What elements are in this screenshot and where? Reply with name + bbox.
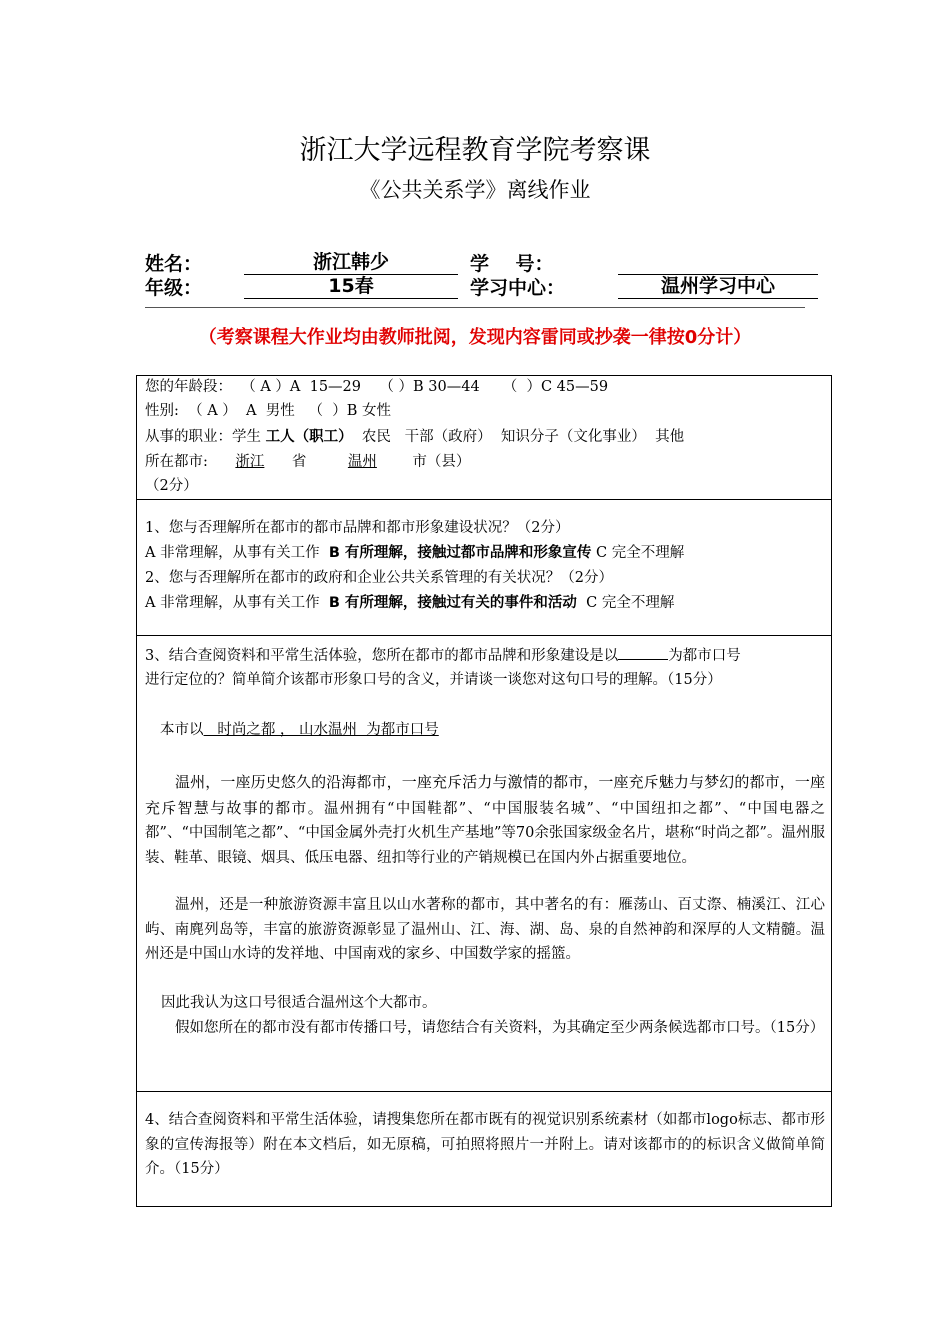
- q2-option-c: C 完全不理解: [576, 595, 675, 611]
- q2-text: 2、您与否理解所在都市的政府和企业公共关系管理的有关状况？（2分）: [145, 570, 613, 586]
- id-label: 学 号：: [470, 253, 554, 275]
- q1-text: 1、您与否理解所在都市的都市品牌和都市形象建设状况？（2分）: [145, 520, 570, 536]
- province-unit: 省: [291, 454, 307, 470]
- center-label: 学习中心：: [470, 277, 566, 299]
- city-value: 温州: [347, 454, 377, 470]
- answer-p1-rest: 温州拥有“中国鞋都”、“中国服装名城”、“中国纽扣之都”、“中国电器之都”、“中国制笔之都”、“中国金属外壳打火机生产基地”等70余张国家级金名片，堪称“时尚之都”。温州服装、鞋革、眼镜、烟具、低压电器、纽扣等行业的产销规模已在国内外占据重要地位。: [145, 800, 825, 866]
- job-selected: 工人（职工）: [265, 429, 353, 445]
- answer-p3: 因此我认为这口号很适合温州这个大都市。: [161, 995, 437, 1011]
- grade-value: 15春: [244, 274, 458, 299]
- q3-suffix: 为都市口号: [668, 648, 741, 664]
- id-value: [618, 250, 818, 275]
- page-subtitle: 《公共关系学》离线作业: [359, 178, 591, 202]
- city-question: [145, 450, 470, 474]
- q1-option-b: B 有所理解，接触过都市品牌和形象宣传: [328, 545, 592, 561]
- slogan-prefix: 本市以: [160, 722, 204, 738]
- row-divider: [136, 635, 832, 636]
- answer-p2: 温州，还是一种旅游资源丰富且以山水著称的都市，其中著名的有：雁荡山、百丈漈、楠溪江、江心屿、南麂列岛等，丰富的旅游资源彰显了温州山、江、海、湖、岛、泉的自然神韵和深厚的人文精髓。温州还是中国山水诗的发祥地、中国南戏的家乡、中国数学家的摇篮。: [145, 897, 825, 962]
- separator-line: [145, 307, 805, 308]
- row-divider: [136, 499, 832, 500]
- q4-question: 4、结合查阅资料和平常生活体验，请搜集您所在都市既有的视觉识别系统素材（如都市logo标志、都市形象的宣传海报等）附在本文档后，如无原稿，可拍照将照片一并附上。请对该都市的的标识含义做简单简介。（15分）: [145, 1112, 825, 1177]
- q3-prefix: 3、结合查阅资料和平常生活体验，您所在都市的都市品牌和形象建设是以: [145, 648, 619, 664]
- city-prefix: 所在都市:: [145, 454, 208, 470]
- name-value: 浙江韩少: [244, 250, 458, 275]
- q2-option-b: B 有所理解，接触过有关的事件和活动: [328, 595, 577, 611]
- job-prefix: 从事的职业：学生: [145, 429, 266, 445]
- q1-option-a: A 非常理解，从事有关工作: [145, 545, 329, 561]
- slogan-value: 时尚之都 ， 山水温州 为都市口号: [203, 722, 439, 738]
- answer-paragraph-1: [145, 770, 825, 870]
- answer-p1-highlight: 温州，一座历史悠久的沿海都市，一座充斥活力与激情的都市，一座充斥魅力与梦幻的都市，一座充斥智慧与故事的都市。: [145, 773, 825, 817]
- q3-text-line2: 进行定位的？简单简介该都市形象口号的含义，并请谈一谈您对这句口号的理解。（15分）: [145, 672, 722, 688]
- answer-p4: 假如您所在的都市没有都市传播口号，请您结合有关资料，为其确定至少两条候选都市口号。（15分）: [175, 1020, 825, 1036]
- city-unit: 市（县）: [412, 454, 471, 470]
- gender-question: 性别: （ A ） A 男性 （ ）B 女性: [145, 403, 392, 419]
- answer-paragraph-2: [145, 893, 825, 967]
- q3-blank: [618, 643, 668, 660]
- age-question: 您的年龄段： （ A ）A 15—29 （ ）B 30—44 （ ）C 45—59: [145, 379, 609, 395]
- page-title: 浙江大学远程教育学院考察课: [299, 135, 651, 166]
- warning-notice: （考察课程大作业均由教师批阅，发现内容雷同或抄袭一律按0分计）: [198, 327, 752, 348]
- job-options: 农民 干部（政府） 知识分子（文化事业） 其他: [352, 429, 685, 445]
- q1-option-c: C 完全不理解: [591, 545, 685, 561]
- name-label: 姓名：: [145, 253, 203, 275]
- answer-paragraph-3: [145, 991, 825, 1016]
- grade-label: 年级：: [145, 277, 203, 299]
- q4-text: [145, 1108, 825, 1182]
- section1-score: （2分）: [145, 478, 198, 494]
- province-value: 浙江: [235, 454, 265, 470]
- q3-text-line1: [145, 643, 741, 669]
- q2-option-a: A 非常理解，从事有关工作: [145, 595, 329, 611]
- answer-paragraph-4: [145, 1016, 825, 1041]
- q1-options: [145, 541, 684, 566]
- row-divider: [136, 1091, 832, 1092]
- job-question: [145, 425, 684, 449]
- slogan-line: [160, 718, 439, 743]
- q2-options: [145, 591, 674, 616]
- center-value: 温州学习中心: [618, 274, 818, 299]
